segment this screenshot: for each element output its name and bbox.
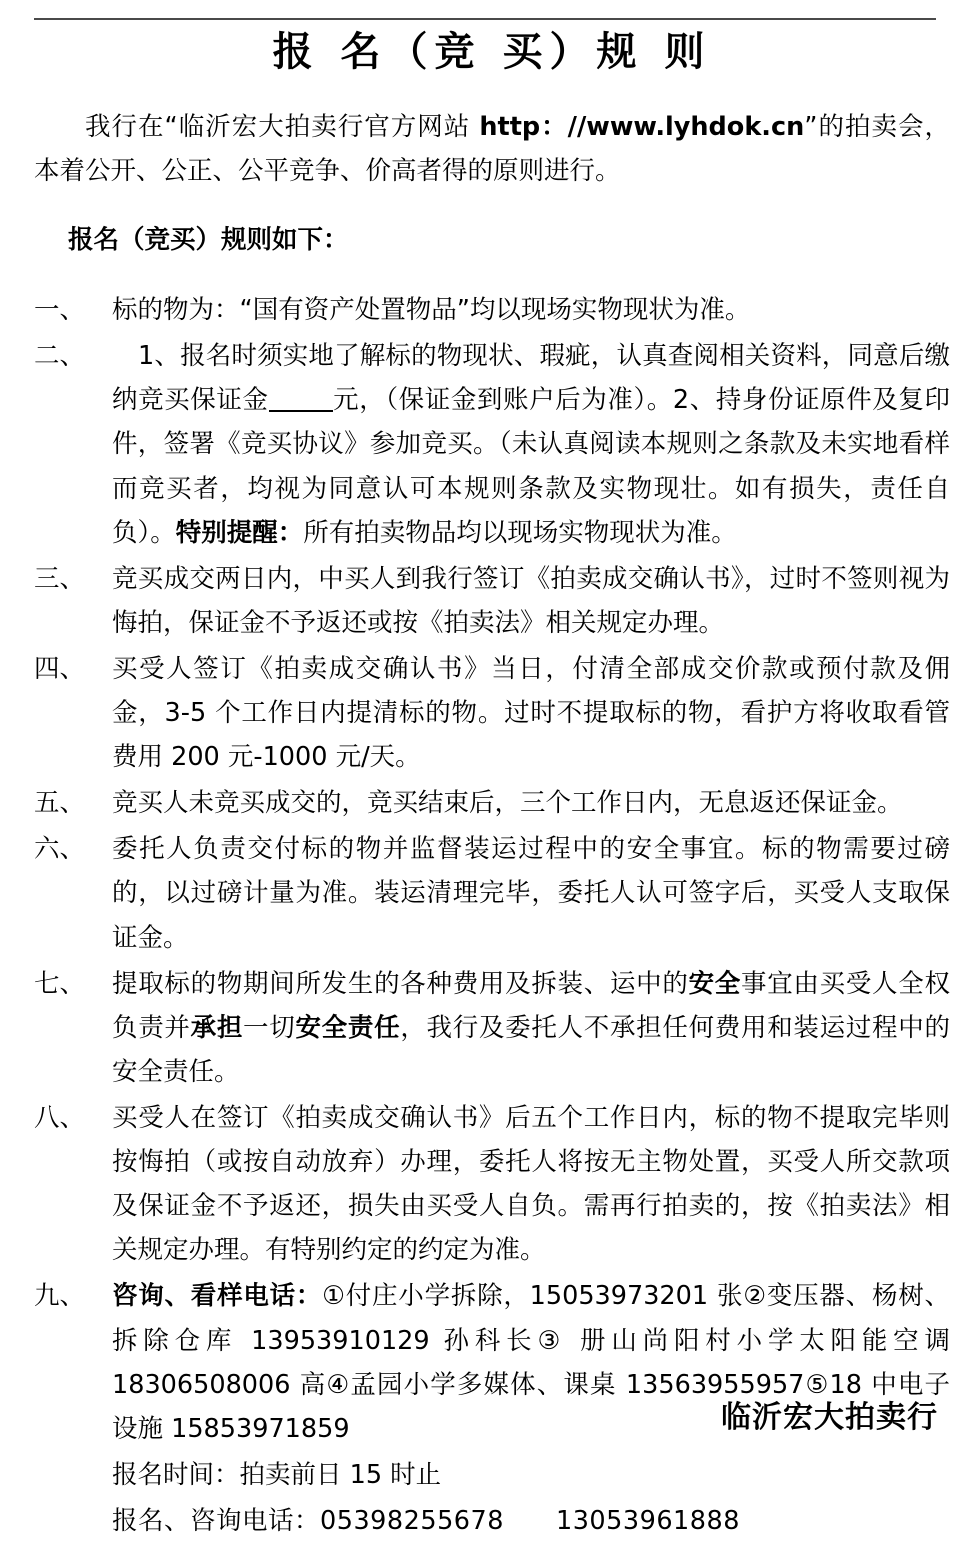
clause-9-number: 九、 xyxy=(34,1281,86,1312)
clause-7-seg-1: 提取标的物期间所发生的各种费用及拆装、运中的 xyxy=(112,968,689,999)
clause-5-text: 竞买人未竞买成交的，竞买结束后，三个工作日内，无息返还保证金。 xyxy=(112,788,903,819)
clause-7-bear-word: 承担 xyxy=(190,1012,244,1043)
clause-3 xyxy=(34,557,950,645)
clause-7-seg-7: ，我行及委托人不承担任何费用和装运过程中的安全责任。 xyxy=(112,1012,950,1087)
document-page xyxy=(0,16,978,1537)
clause-2 xyxy=(34,334,950,555)
clause-1-text: 标的物为：“国有资产处置物品”均以现场实物现状为准。 xyxy=(112,295,751,326)
contact-items: ①付庄小学拆除，15053973201 张②变压器、杨树、拆除仓库 13953910129 孙科长③ 册山尚阳村小学太阳能空调 18306508006 高④孟园小学多媒体、课桌 13563955957⑤18 中电子设施 15853971859 xyxy=(112,1281,950,1444)
clause-7-seg-3: 事宜由买受人全权负责并 xyxy=(112,968,950,1043)
clause-2-part-a: 1、报名时须实地了解标的物现状、瑕疵，认真查阅相关资料，同意后缴纳竞买保证金 xyxy=(112,341,950,416)
clause-4 xyxy=(34,647,950,779)
intro-text-before: 我行在“临沂宏大拍卖行官方网站 xyxy=(85,112,480,142)
clause-6 xyxy=(34,827,950,959)
clause-3-text: 竞买成交两日内，中买人到我行签订《拍卖成交确认书》，过时不签则视为悔拍，保证金不予返还或按《拍卖法》相关规定办理。 xyxy=(112,563,950,638)
intro-url: http：//www.lyhdok.cn xyxy=(479,112,805,142)
clause-8 xyxy=(34,1096,950,1272)
clause-8-number: 八、 xyxy=(34,1103,86,1134)
clause-2-number: 二、 xyxy=(34,341,86,372)
deposit-amount-blank xyxy=(269,410,333,412)
contact-label: 咨询、看样电话： xyxy=(112,1281,323,1312)
clause-2-special-notice-label: 特别提醒： xyxy=(175,517,304,548)
intro-paragraph xyxy=(34,106,950,194)
clause-7-safety-word: 安全 xyxy=(688,968,742,999)
signup-time: 报名时间：拍卖前日 15 时止 xyxy=(112,1459,442,1490)
clause-7-text xyxy=(112,962,950,1094)
rules-subheading: 报名（竞买）规则如下： xyxy=(68,225,349,256)
clause-5 xyxy=(34,781,950,825)
contact-phone-1: 05398255678 xyxy=(320,1506,504,1537)
contact-phone-label: 报名、咨询电话： xyxy=(112,1506,321,1537)
clause-7-safety-liability: 安全责任 xyxy=(295,1012,401,1043)
contact-phone-2: 13053961888 xyxy=(555,1506,740,1537)
clause-1 xyxy=(34,288,950,332)
clause-2-part-b: 元，（保证金到账户后为准）。2、持身份证原件及复印件，签署《竞买协议》参加竞买。（未认真阅读本规则之条款及未实地看样而竞买者，均视为同意认可本规则条款及实物现壮。如有损失，责任自负）。 xyxy=(112,385,950,548)
clause-2-text xyxy=(112,334,950,555)
clause-8-text: 买受人在签订《拍卖成交确认书》后五个工作日内，标的物不提取完毕则按悔拍（或按自动放弃）办理，委托人将按无主物处置，买受人所交款项及保证金不予返还，损失由买受人自负。需再行拍卖的，按《拍卖法》相关规定办理。有特别约定的约定为准。 xyxy=(112,1103,950,1266)
intro-text-after: ”的拍卖会，本着公开、公正、公平竞争、价高者得的原则进行。 xyxy=(34,112,950,186)
clause-6-number: 六、 xyxy=(34,834,86,865)
clause-7-number: 七、 xyxy=(34,968,86,999)
clause-4-text: 买受人签订《拍卖成交确认书》当日，付清全部成交价款或预付款及佣金，3-5 个工作日内提清标的物。过时不提取标的物，看护方将收取看管费用 200 元-1000 元/天。 xyxy=(112,653,950,773)
header-divider xyxy=(34,18,936,20)
clause-7 xyxy=(34,962,950,1094)
clause-1-number: 一、 xyxy=(34,295,86,326)
clause-2-part-c: 所有拍卖物品均以现场实物现状为准。 xyxy=(303,517,737,548)
page-title: 报 名（竞 买）规 则 xyxy=(272,29,712,75)
clause-7-seg-5: 一切 xyxy=(243,1012,296,1043)
contact-phones xyxy=(112,1499,950,1543)
company-signature: 临沂宏大拍卖行 xyxy=(721,1400,938,1435)
clause-6-text: 委托人负责交付标的物并监督装运过程中的安全事宜。标的物需要过磅的，以过磅计量为准。装运清理完毕，委托人认可签字后，买受人支取保证金。 xyxy=(112,834,950,953)
clause-5-number: 五、 xyxy=(34,788,86,819)
clause-3-number: 三、 xyxy=(34,563,86,594)
clause-4-number: 四、 xyxy=(34,653,86,684)
